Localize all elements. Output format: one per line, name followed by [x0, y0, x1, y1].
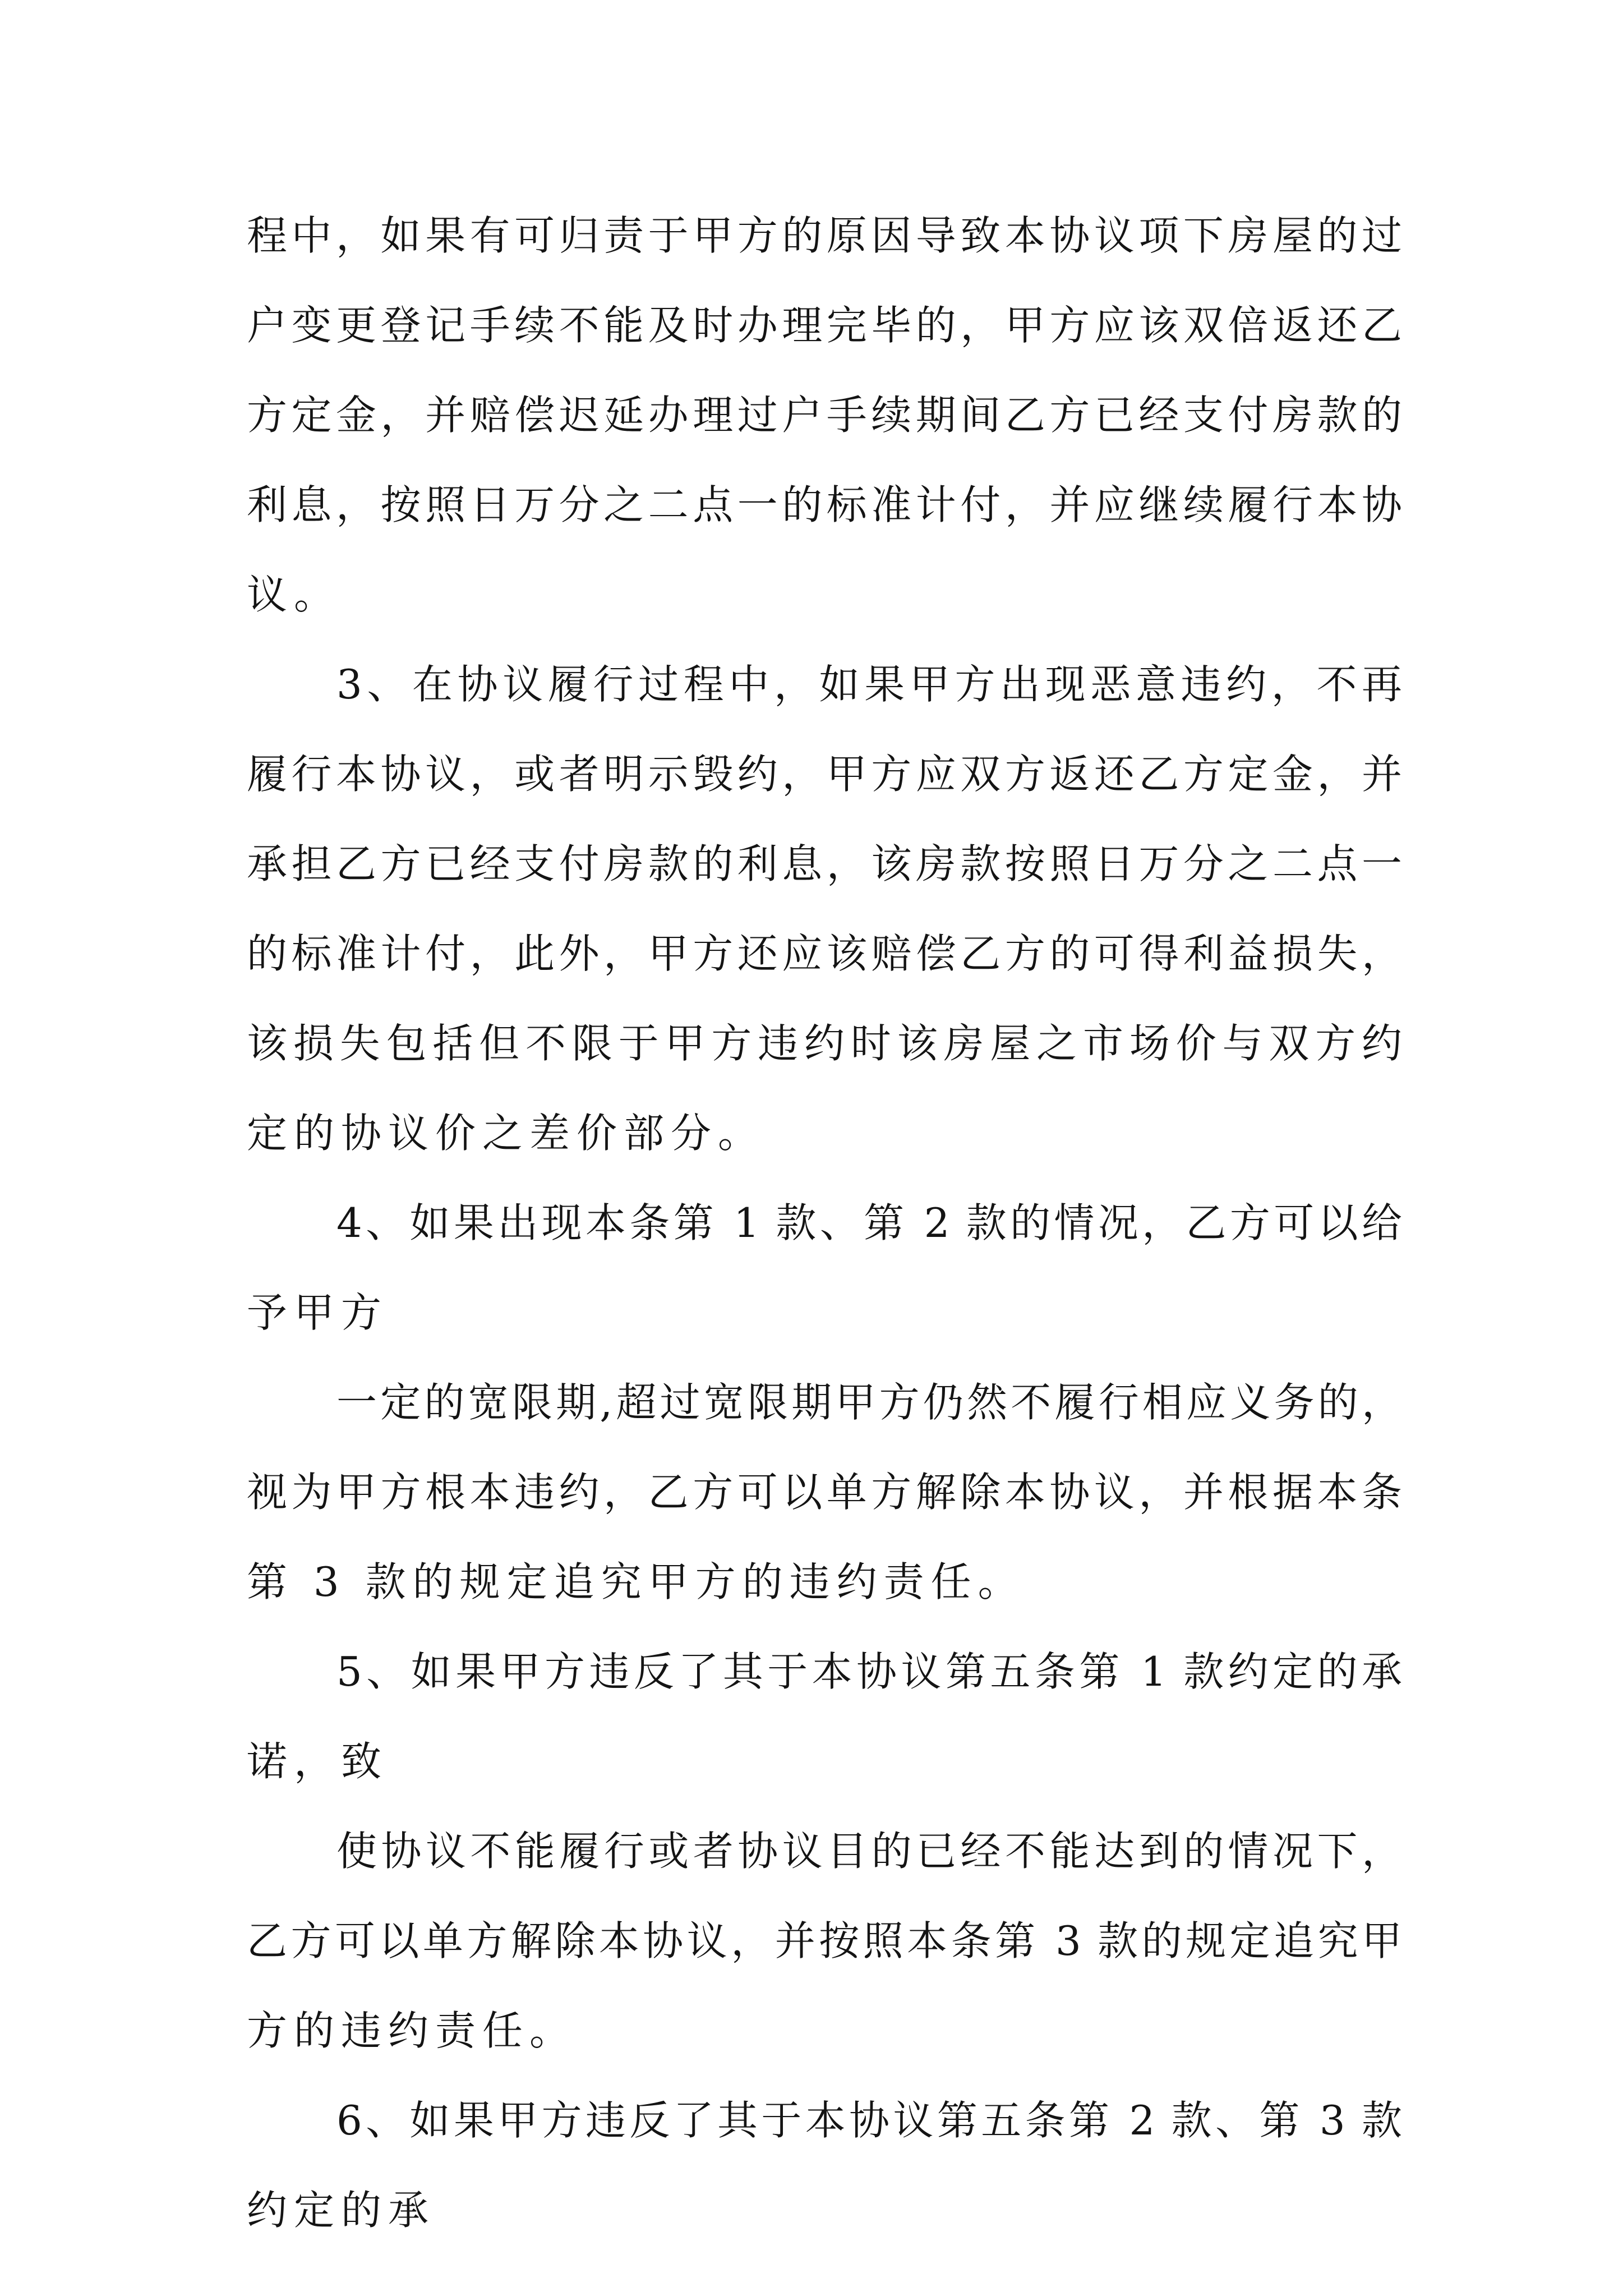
- text-line: 该损失包括但不限于甲方违约时该房屋之市场价与双方约: [247, 1020, 1402, 1067]
- text-line: 方定金，并赔偿迟延办理过户手续期间乙方已经支付房款的: [247, 392, 1402, 439]
- paragraph-first-line: 3、在协议履行过程中，如果甲方出现恶意违约，不再: [336, 661, 1402, 708]
- paragraph-first-line: 使协议不能履行或者协议目的已经不能达到的情况下，: [336, 1828, 1402, 1875]
- text-line: 诺，致: [247, 1738, 389, 1785]
- paragraph-first-line: 5、如果甲方违反了其于本协议第五条第 1 款约定的承: [336, 1648, 1402, 1695]
- text-line: 方的违约责任。: [247, 2007, 577, 2054]
- text-line: 第 3 款的规定追究甲方的违约责任。: [247, 1558, 1025, 1605]
- text-line: 定的协议价之差价部分。: [247, 1110, 766, 1157]
- text-line: 的标准计付，此外，甲方还应该赔偿乙方的可得利益损失，: [247, 930, 1402, 977]
- paragraph-first-line: 一定的宽限期,超过宽限期甲方仍然不履行相应义务的，: [336, 1379, 1402, 1426]
- text-line: 约定的承: [247, 2187, 436, 2234]
- paragraph-first-line: 6、如果甲方违反了其于本协议第五条第 2 款、第 3 款: [336, 2097, 1402, 2144]
- text-line: 履行本协议，或者明示毁约，甲方应双方返还乙方定金，并: [247, 751, 1402, 798]
- paragraph-first-line: 4、如果出现本条第 1 款、第 2 款的情况，乙方可以给: [336, 1199, 1402, 1246]
- text-line: 视为甲方根本违约，乙方可以单方解除本协议，并根据本条: [247, 1469, 1402, 1516]
- text-line: 乙方可以单方解除本协议，并按照本条第 3 款的规定追究甲: [247, 1917, 1402, 1964]
- text-line: 程中，如果有可归责于甲方的原因导致本协议项下房屋的过: [247, 212, 1402, 259]
- text-line: 予甲方: [247, 1289, 389, 1336]
- text-line: 议。: [247, 571, 342, 618]
- text-line: 利息，按照日万分之二点一的标准计付，并应继续履行本协: [247, 481, 1402, 528]
- text-line: 户变更登记手续不能及时办理完毕的，甲方应该双倍返还乙: [247, 302, 1402, 349]
- text-line: 承担乙方已经支付房款的利息，该房款按照日万分之二点一: [247, 840, 1402, 887]
